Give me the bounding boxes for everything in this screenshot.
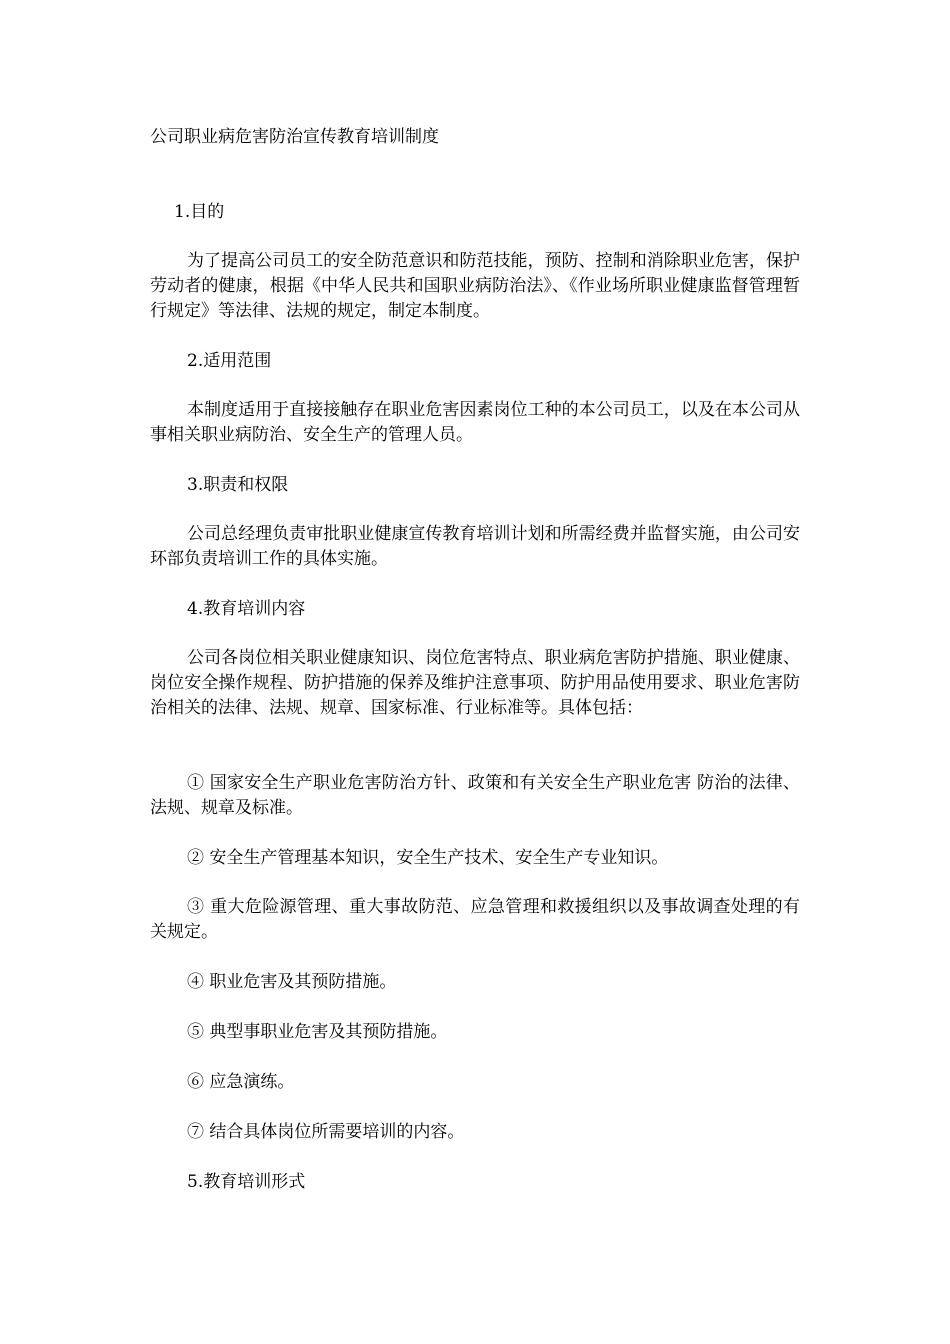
list-item-6: ⑥ 应急演练。 <box>187 1072 295 1092</box>
list-item-1: ① 国家安全生产职业危害防治方针、政策和有关安全生产职业危害 防治的法律、法规、规章及标准。 <box>150 773 800 818</box>
paragraph-scope: 本制度适用于直接接触存在职业危害因素岗位工种的本公司员工，以及在本公司从事相关职业病防治、安全生产的管理人员。 <box>150 400 800 445</box>
section-heading-responsibilities: 3.职责和权限 <box>187 475 289 495</box>
list-item-7: ⑦ 结合具体岗位所需要培训的内容。 <box>187 1122 465 1142</box>
section-heading-scope: 2.适用范围 <box>187 351 272 371</box>
list-item-2: ② 安全生产管理基本知识，安全生产技术、安全生产专业知识。 <box>187 848 669 868</box>
list-item-3: ③ 重大危险源管理、重大事故防范、应急管理和救援组织以及事故调查处理的有关规定。 <box>150 897 800 942</box>
paragraph-purpose: 为了提高公司员工的安全防范意识和防范技能，预防、控制和消除职业危害，保护劳动者的健康，根据《中华人民共和国职业病防治法》、《作业场所职业健康监督管理暂行规定》等法律、法规的规定，制定本制度。 <box>150 251 800 321</box>
list-item-4: ④ 职业危害及其预防措施。 <box>187 972 397 992</box>
section-heading-training-content: 4.教育培训内容 <box>187 599 306 619</box>
paragraph-training-content: 公司各岗位相关职业健康知识、岗位危害特点、职业病危害防护措施、职业健康、岗位安全操作规程、防护措施的保养及维护注意事项、防护用品使用要求、职业危害防治相关的法律、法规、规章、国家标准、行业标准等。具体包括： <box>150 648 800 718</box>
document-title: 公司职业病危害防治宣传教育培训制度 <box>150 127 439 147</box>
paragraph-responsibilities: 公司总经理负责审批职业健康宣传教育培训计划和所需经费并监督实施，由公司安环部负责培训工作的具体实施。 <box>150 524 800 569</box>
section-heading-purpose: 1.目的 <box>174 202 225 222</box>
section-heading-training-format: 5.教育培训形式 <box>187 1172 306 1192</box>
list-item-5: ⑤ 典型事职业危害及其预防措施。 <box>187 1022 448 1042</box>
